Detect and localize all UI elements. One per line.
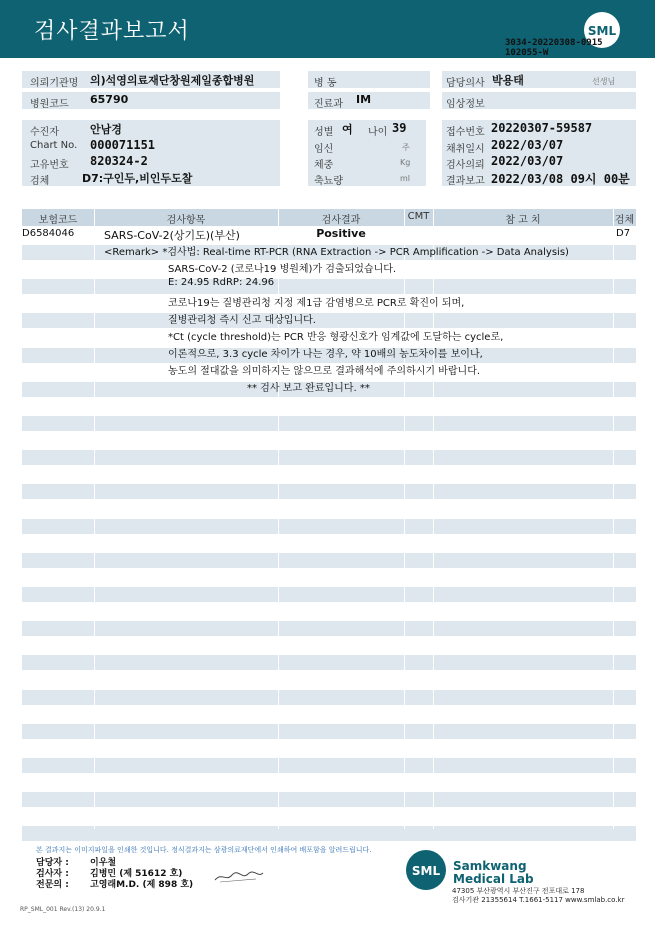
- unique-no-label: 고유번호: [30, 160, 69, 171]
- remark-line: 질병관리청 즉시 신고 대상입니다.: [168, 315, 316, 326]
- table-stripe: [22, 519, 636, 534]
- brand-name-line1: Samkwang: [453, 859, 527, 873]
- table-stripe: [22, 621, 636, 636]
- table-stripe: [22, 553, 636, 568]
- weight-label: 체중: [314, 160, 334, 171]
- recipient-label: 수진자: [30, 127, 59, 138]
- sml-logo-text: SML: [587, 24, 617, 38]
- footer-logo-text: SML: [411, 864, 441, 878]
- table-stripe: [22, 484, 636, 499]
- remark-line: E: 24.95 RdRP: 24.96: [168, 277, 275, 288]
- sex-value: 여: [342, 123, 353, 136]
- specimen-value: D7:구인두,비인두도찰: [82, 172, 193, 185]
- unique-no-value: 820324-2: [90, 154, 148, 168]
- remark-line: 이론적으로, 3.3 cycle 차이가 나는 경우, 약 10배의 농도차이를 보이나,: [168, 349, 483, 360]
- report-date-label: 결과보고: [446, 176, 485, 187]
- result-value: Positive: [316, 227, 366, 240]
- page-title: 검사결과보고서: [34, 19, 190, 44]
- result-code: D6584046: [22, 228, 75, 239]
- report-number: [505, 38, 603, 58]
- pregnancy-label: 임신: [314, 144, 334, 155]
- signatory-name: 이우철: [90, 858, 117, 868]
- department-label: 진료과: [314, 99, 343, 110]
- request-date-value: 2022/03/07: [491, 154, 564, 168]
- contact-line: 검사기관 21355614 T.1661-5117 www.smlab.co.kr: [452, 896, 625, 904]
- result-item: SARS-CoV-2(상기도)(부산): [104, 229, 240, 242]
- signatory-label: 전문의 :: [36, 880, 69, 890]
- request-date-label: 검사의뢰: [446, 160, 485, 171]
- sex-label: 성별: [314, 127, 334, 138]
- remark-line: SARS-CoV-2 (코로나19 병원체)가 검출되었습니다.: [168, 264, 397, 275]
- signatory-name: 김병민 (제 51612 호): [90, 869, 183, 879]
- brand-name-line2: Medical Lab: [453, 872, 534, 886]
- report-date-value: 2022/03/08 09시 00분: [491, 172, 630, 186]
- collection-date-value: 2022/03/07: [491, 138, 564, 152]
- table-stripe: [22, 655, 636, 670]
- collection-date-label: 채취일시: [446, 144, 485, 155]
- doctor-suffix: 선생님: [592, 77, 616, 86]
- department-value: IM: [356, 93, 372, 106]
- doctor-label: 담당의사: [446, 78, 485, 89]
- receipt-no-value: 20220307-59587: [491, 121, 593, 135]
- report-number-line2: 102055-W: [505, 48, 549, 58]
- signatory-label: 검사자 :: [36, 869, 69, 879]
- receipt-no-label: 접수번호: [446, 127, 485, 138]
- ward-label: 병 동: [314, 78, 337, 89]
- table-stripe: [22, 758, 636, 773]
- remark-line: ** 검사 보고 완료입니다. **: [247, 383, 370, 394]
- hospital-code-label: 병원코드: [30, 99, 69, 110]
- doctor-value: 박용태: [492, 74, 524, 87]
- signatory-label: 담당자 :: [36, 858, 69, 868]
- address-line: 47305 부산광역시 부산진구 전포대로 178: [452, 887, 585, 895]
- revision-code: RP_SML_001 Rev.(13) 20.9.1: [20, 906, 106, 913]
- chart-no-label: Chart No.: [30, 140, 78, 151]
- column-header-item: 검사항목: [166, 215, 206, 226]
- column-header-reference: 참 고 치: [505, 215, 541, 226]
- table-stripe: [22, 313, 636, 328]
- institution-label: 의뢰기관명: [30, 78, 79, 89]
- table-stripe: [22, 416, 636, 431]
- column-header-specimen: 검체: [614, 215, 635, 226]
- report-number-line1: 3034-20220308-0915: [505, 38, 603, 48]
- column-header-result: 검사결과: [321, 215, 361, 226]
- urine-unit: ml: [400, 174, 411, 183]
- result-specimen: D7: [616, 228, 631, 239]
- remark-line: 코로나19는 질병관리청 지정 제1급 감염병으로 PCR로 확진이 되며,: [168, 298, 465, 309]
- recipient-value: 안남경: [90, 123, 122, 136]
- column-header-cmt: CMT: [407, 211, 430, 222]
- chart-no-value: 000071151: [90, 138, 156, 152]
- clinical-info-label: 임상정보: [446, 99, 485, 110]
- notice-text: 본 결과지는 이미지파일을 인쇄한 것입니다. 정식결과지는 삼광의료재단에서 인쇄하여 배포함을 알려드립니다.: [36, 846, 372, 854]
- column-divider: [613, 209, 614, 829]
- column-header-code: 보험코드: [38, 215, 78, 226]
- institution-value: 의)석영의료재단창원제일종합병원: [90, 74, 255, 87]
- remark-line: <Remark> *검사법: Real-time RT-PCR (RNA Extraction -> PCR Amplification -> Data Analysis): [104, 247, 569, 258]
- age-value: 39: [392, 121, 407, 135]
- table-stripe: [22, 792, 636, 807]
- age-label: 나이: [368, 127, 388, 138]
- urine-label: 축뇨량: [314, 176, 343, 187]
- table-stripe: [22, 724, 636, 739]
- weight-unit: Kg: [400, 158, 411, 167]
- table-stripe: [22, 279, 636, 294]
- specimen-label: 검체: [30, 176, 50, 187]
- signatory-name: 고영래M.D. (제 898 호): [90, 880, 194, 890]
- hospital-code-value: 65790: [90, 93, 129, 106]
- signature-icon: [212, 866, 266, 886]
- table-stripe: [22, 450, 636, 465]
- remark-line: 농도의 절대값을 의미하지는 않으므로 결과해석에 주의하시기 바랍니다.: [168, 366, 481, 377]
- pregnancy-unit: 주: [402, 143, 410, 152]
- table-stripe: [22, 690, 636, 705]
- table-stripe: [22, 587, 636, 602]
- column-divider: [94, 209, 95, 829]
- table-stripe: [22, 826, 636, 841]
- samkwang-logo-icon: [406, 850, 446, 890]
- remark-line: *Ct (cycle threshold)는 PCR 반응 형광신호가 임계값에 도달하는 cycle로,: [168, 332, 504, 343]
